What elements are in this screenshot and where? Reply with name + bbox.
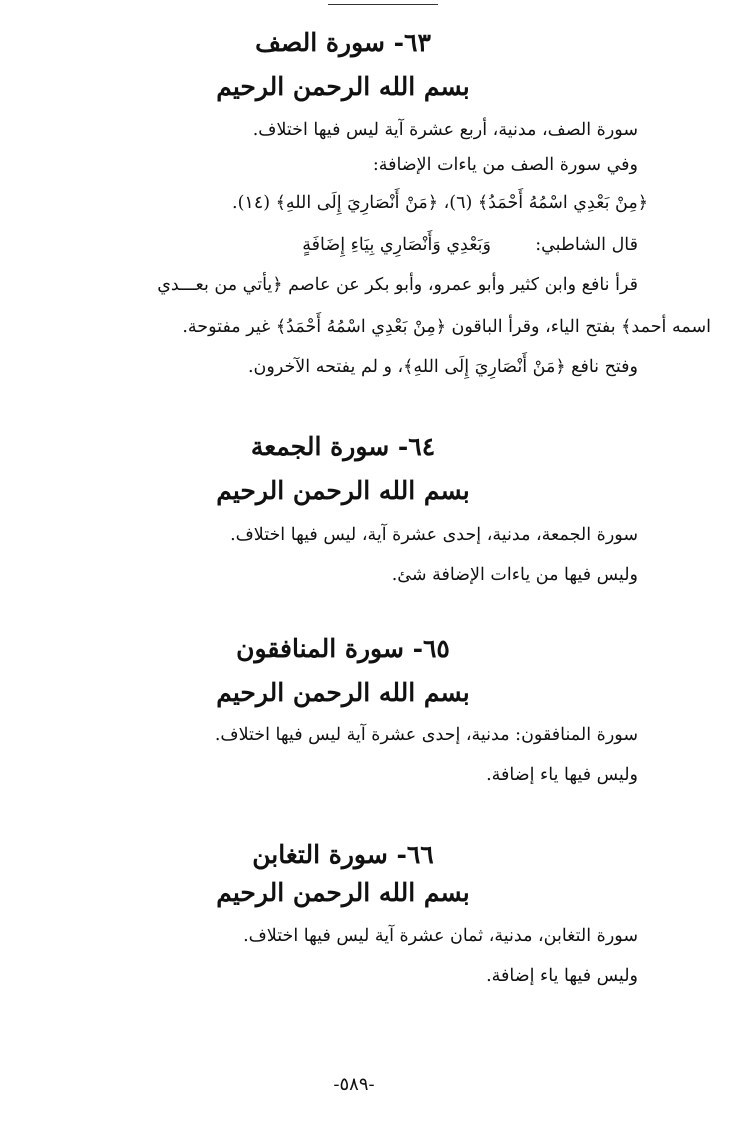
page-number: -٥٨٩- (333, 1074, 375, 1095)
basmala: بسم الله الرحمن الرحيم (216, 878, 470, 907)
top-rule (328, 4, 438, 5)
text-line: سورة الصف، مدنية، أربع عشرة آية ليس فيها اختلاف. (252, 120, 638, 140)
text-line: وليس فيها ياء إضافة. (486, 966, 638, 986)
poem-verse: وَبَعْدِي وَأَنْصَارِي بِيَاءِ إِضَافَةٍ (302, 235, 491, 255)
section-title: ٦٣- سورة الصف (255, 28, 431, 57)
text-line: وفي سورة الصف من ياءات الإضافة: (372, 155, 638, 175)
basmala: بسم الله الرحمن الرحيم (216, 72, 470, 101)
text-line: وليس فيها ياء إضافة. (486, 765, 638, 785)
section-title: ٦٥- سورة المنافقون (236, 634, 450, 663)
text-line: سورة الجمعة، مدنية، إحدى عشرة آية، ليس فيها اختلاف. (230, 525, 638, 545)
text-line: قال الشاطبي: (535, 235, 638, 255)
text-line: سورة التغابن، مدنية، ثمان عشرة آية ليس فيها اختلاف. (243, 926, 638, 946)
text-line: اسمه أحمد﴾ بفتح الياء، وقرأ الباقون ﴿مِنْ بَعْدِي اسْمُهُ أَحْمَدُ﴾ غير مفتوحة. (182, 317, 711, 337)
text-line: قرأ نافع وابن كثير وأبو عمرو، وأبو بكر عن عاصم ﴿يأتي من بعـــدي (157, 275, 638, 295)
basmala: بسم الله الرحمن الرحيم (216, 678, 470, 707)
section-title: ٦٦- سورة التغابن (252, 840, 434, 869)
text-line: وفتح نافع ﴿مَنْ أَنْصَارِيَ إِلَى اللهِ﴾، و لم يفتحه الآخرون. (247, 357, 638, 377)
basmala: بسم الله الرحمن الرحيم (216, 476, 470, 505)
text-line: ﴿مِنْ بَعْدِي اسْمُهُ أَحْمَدُ﴾ (٦)، ﴿مَنْ أَنْصَارِيَ إِلَى اللهِ﴾ (١٤). (232, 193, 648, 213)
section-title: ٦٤- سورة الجمعة (250, 432, 436, 461)
text-line: سورة المنافقون: مدنية، إحدى عشرة آية ليس فيها اختلاف. (214, 725, 638, 745)
text-line: وليس فيها من ياءات الإضافة شئ. (391, 565, 638, 585)
